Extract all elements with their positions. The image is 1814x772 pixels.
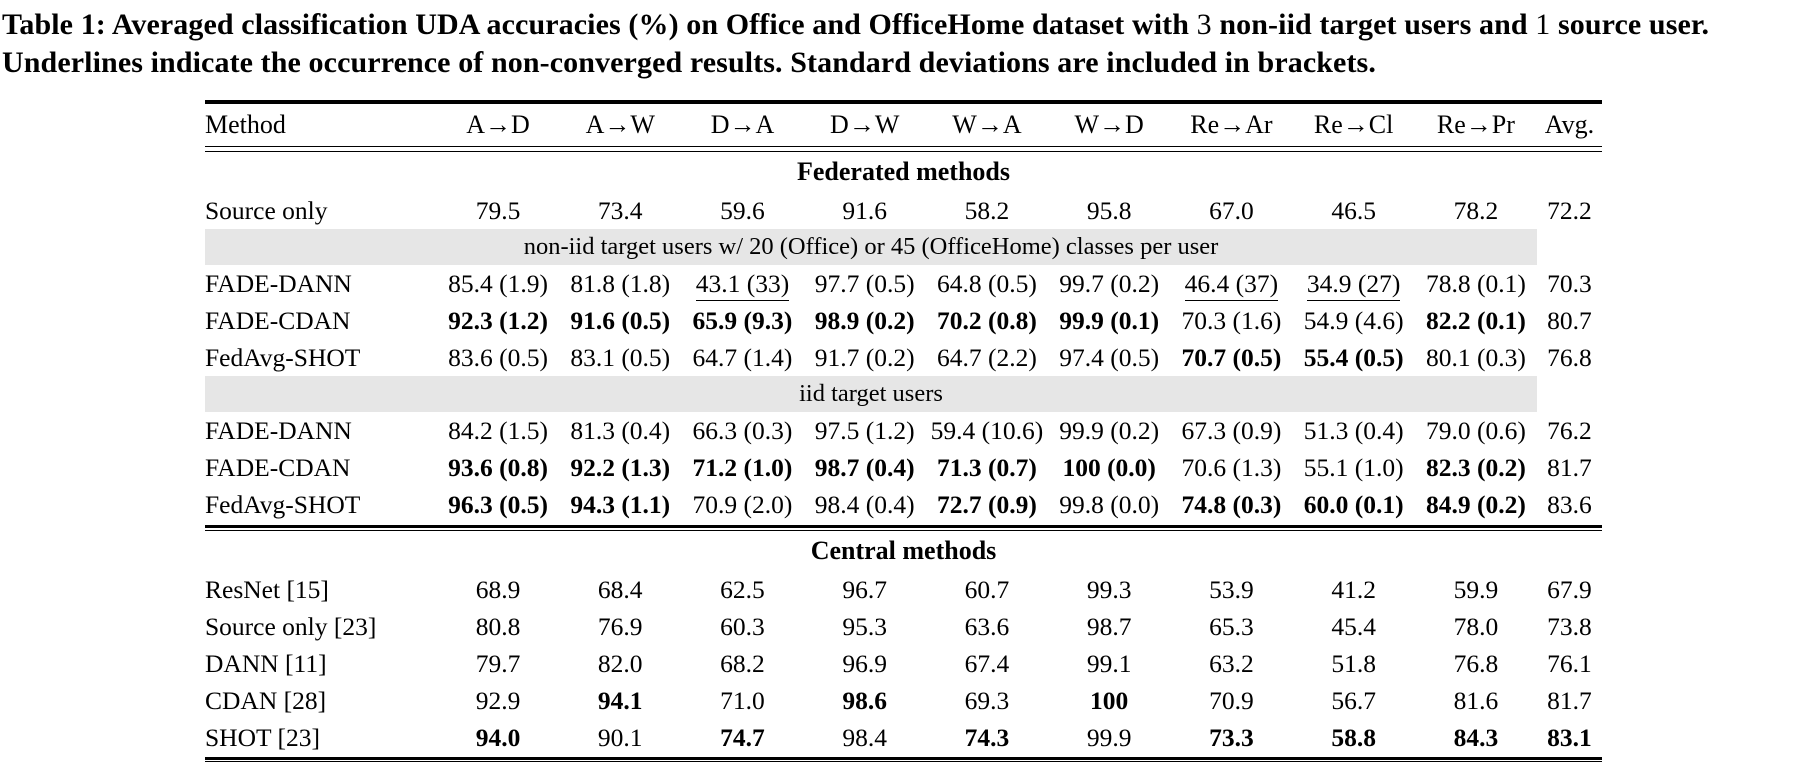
- value-cell: 99.1: [1086, 648, 1132, 678]
- avg-cell: 67.9: [1547, 574, 1592, 604]
- value-cell: 98.4 (0.4): [814, 489, 915, 519]
- value-cell: 67.3 (0.9): [1181, 415, 1282, 445]
- avg-cell: 80.7: [1547, 305, 1592, 335]
- method-name: FedAvg-SHOT: [205, 342, 361, 372]
- column-header-re-ar: Re→Ar: [1190, 110, 1273, 139]
- value-cell: 78.8 (0.1): [1425, 268, 1526, 298]
- value-cell: 92.9: [475, 685, 521, 715]
- value-cell: 94.0: [475, 722, 521, 752]
- column-header-a-d: A→D: [466, 110, 530, 139]
- value-cell: 64.7 (1.4): [692, 342, 793, 372]
- method-name: Source only: [205, 195, 328, 225]
- table-header-row: [205, 104, 1602, 146]
- value-cell: 92.2 (1.3): [570, 452, 671, 482]
- value-cell: 70.9 (2.0): [692, 489, 793, 519]
- value-cell: 68.2: [720, 648, 765, 678]
- value-cell: 70.6 (1.3): [1181, 452, 1282, 482]
- method-name: FedAvg-SHOT: [205, 489, 361, 519]
- value-cell: 94.3 (1.1): [570, 489, 671, 519]
- value-cell: 67.4: [964, 648, 1010, 678]
- value-cell: 97.5 (1.2): [814, 415, 915, 445]
- value-cell: 71.2 (1.0): [692, 452, 793, 482]
- section-header: Federated methods: [796, 157, 1010, 186]
- value-cell: 85.4 (1.9): [448, 268, 548, 298]
- avg-cell: 76.1: [1547, 648, 1592, 678]
- column-header-a-w: A→W: [585, 110, 655, 139]
- column-header-w-a: W→A: [952, 110, 1022, 139]
- value-cell: 100: [1090, 685, 1129, 715]
- value-cell: 96.7: [842, 574, 888, 604]
- value-cell: 100 (0.0): [1062, 452, 1156, 482]
- value-cell: 96.9: [842, 648, 888, 678]
- value-cell: 84.2 (1.5): [448, 415, 548, 445]
- value-cell: 54.9 (4.6): [1303, 305, 1404, 335]
- column-header-d-a: D→A: [710, 110, 775, 139]
- value-cell: [681, 269, 803, 299]
- value-cell: [1170, 269, 1292, 299]
- column-header-method: Method: [205, 110, 286, 139]
- subheader-band: iid target users: [205, 376, 1537, 412]
- value-cell: 72.7 (0.9): [937, 489, 1037, 519]
- value-cell: 98.7 (0.4): [814, 452, 915, 482]
- column-header-w-d: W→D: [1074, 110, 1144, 139]
- subheader-row: [205, 229, 1602, 265]
- value-cell: 60.7: [964, 574, 1010, 604]
- table-row: [205, 719, 1602, 756]
- value-cell: 74.3: [964, 722, 1010, 752]
- value-cell: 60.0 (0.1): [1303, 489, 1404, 519]
- value-cell: 92.3 (1.2): [448, 305, 548, 335]
- caption-segment: source user. Underlines indicate the occurrence of non-converged results. Standard deviations are included in brackets.: [2, 8, 1710, 79]
- value-cell: 98.9 (0.2): [814, 305, 915, 335]
- method-name: Source only [23]: [205, 611, 377, 641]
- value-cell: 51.3 (0.4): [1303, 415, 1404, 445]
- table-row: [205, 339, 1602, 376]
- value-cell: 59.6: [720, 195, 765, 225]
- value-cell: 62.5: [720, 574, 765, 604]
- value-cell: 83.1 (0.5): [570, 342, 671, 372]
- avg-cell: 83.1: [1547, 722, 1592, 752]
- value-cell: 58.8: [1331, 722, 1376, 752]
- value-cell: 91.7 (0.2): [814, 342, 915, 372]
- value-cell: 63.2: [1209, 648, 1254, 678]
- value-cell: 65.9 (9.3): [692, 305, 793, 335]
- value-cell: 79.5: [475, 195, 521, 225]
- value-cell: 91.6: [842, 195, 888, 225]
- method-name: CDAN [28]: [205, 685, 327, 715]
- value-cell: 93.6 (0.8): [448, 452, 548, 482]
- value-cell: 99.9: [1086, 722, 1132, 752]
- caption-segment: 3: [1196, 8, 1212, 41]
- table-bottom-rule: [205, 757, 1602, 762]
- value-cell: 66.3 (0.3): [692, 415, 793, 445]
- value-cell: 64.8 (0.5): [937, 268, 1037, 298]
- value-cell: 74.8 (0.3): [1181, 489, 1282, 519]
- underlined-value: 43.1 (33): [696, 269, 789, 301]
- value-cell: 99.8 (0.0): [1059, 489, 1160, 519]
- value-cell: 68.9: [475, 574, 521, 604]
- value-cell: 67.0: [1209, 195, 1254, 225]
- value-cell: 90.1: [597, 722, 643, 752]
- value-cell: 73.3: [1209, 722, 1254, 752]
- method-name: SHOT [23]: [205, 722, 320, 752]
- avg-cell: 76.8: [1547, 342, 1592, 372]
- avg-cell: 76.2: [1547, 415, 1592, 445]
- table-row: [205, 302, 1602, 339]
- value-cell: 70.2 (0.8): [937, 305, 1037, 335]
- caption-segment: non-iid target users and: [1211, 8, 1536, 41]
- table-row: [205, 192, 1602, 229]
- value-cell: 84.3: [1453, 722, 1499, 752]
- value-cell: 95.3: [842, 611, 888, 641]
- value-cell: 70.7 (0.5): [1181, 342, 1282, 372]
- avg-cell: 70.3: [1547, 268, 1592, 298]
- value-cell: 73.4: [597, 195, 643, 225]
- value-cell: 80.8: [475, 611, 521, 641]
- subheader-row: [205, 376, 1602, 412]
- column-header-re-pr: Re→Pr: [1436, 110, 1515, 139]
- method-name: FADE-DANN: [205, 268, 352, 298]
- column-header-avg: Avg.: [1544, 110, 1595, 139]
- value-cell: 81.8 (1.8): [570, 268, 671, 298]
- value-cell: 94.1: [597, 685, 643, 715]
- subheader-band: non-iid target users w/ 20 (Office) or 45 (OfficeHome) classes per user: [205, 229, 1537, 265]
- table-row: [205, 265, 1602, 302]
- avg-cell: 73.8: [1547, 611, 1592, 641]
- value-cell: 99.3: [1086, 574, 1132, 604]
- value-cell: 99.9 (0.1): [1059, 305, 1160, 335]
- value-cell: 63.6: [964, 611, 1010, 641]
- value-cell: 82.0: [597, 648, 643, 678]
- value-cell: 97.4 (0.5): [1059, 342, 1160, 372]
- value-cell: 96.3 (0.5): [448, 489, 548, 519]
- value-cell: 84.9 (0.2): [1425, 489, 1526, 519]
- value-cell: 68.4: [597, 574, 643, 604]
- avg-cell: 81.7: [1547, 685, 1592, 715]
- value-cell: 80.1 (0.3): [1425, 342, 1526, 372]
- underlined-value: 46.4 (37): [1185, 269, 1278, 301]
- value-cell: 60.3: [720, 611, 765, 641]
- value-cell: 81.3 (0.4): [570, 415, 671, 445]
- results-table: [205, 100, 1602, 762]
- table-row: [205, 571, 1602, 608]
- value-cell: 82.2 (0.1): [1425, 305, 1526, 335]
- value-cell: 69.3: [964, 685, 1010, 715]
- value-cell: 82.3 (0.2): [1425, 452, 1526, 482]
- table-caption: [0, 0, 1814, 90]
- value-cell: 55.4 (0.5): [1303, 342, 1404, 372]
- value-cell: 78.2: [1453, 195, 1499, 225]
- avg-cell: 81.7: [1547, 452, 1592, 482]
- value-cell: 55.1 (1.0): [1303, 452, 1404, 482]
- value-cell: 99.7 (0.2): [1059, 268, 1160, 298]
- value-cell: 64.7 (2.2): [937, 342, 1037, 372]
- value-cell: 79.7: [475, 648, 521, 678]
- value-cell: 76.8: [1453, 648, 1499, 678]
- value-cell: 74.7: [720, 722, 765, 752]
- value-cell: 65.3: [1209, 611, 1254, 641]
- value-cell: 53.9: [1209, 574, 1254, 604]
- value-cell: 95.8: [1086, 195, 1132, 225]
- value-cell: 91.6 (0.5): [570, 305, 671, 335]
- value-cell: 98.4: [842, 722, 888, 752]
- value-cell: 81.6: [1453, 685, 1499, 715]
- underlined-value: 34.9 (27): [1307, 269, 1400, 301]
- value-cell: 41.2: [1331, 574, 1376, 604]
- value-cell: 98.7: [1086, 611, 1132, 641]
- method-name: ResNet [15]: [205, 574, 329, 604]
- value-cell: 71.3 (0.7): [937, 452, 1037, 482]
- column-header-d-w: D→W: [830, 110, 900, 139]
- value-cell: 51.8: [1331, 648, 1376, 678]
- caption-segment: Table 1: Averaged classification UDA accuracies (%) on Office and OfficeHome dataset with: [2, 8, 1197, 41]
- table-row: [205, 682, 1602, 719]
- method-name: FADE-DANN: [205, 415, 352, 445]
- section-header: Central methods: [810, 536, 997, 565]
- value-cell: 83.6 (0.5): [448, 342, 548, 372]
- table-row: [205, 412, 1602, 449]
- value-cell: 46.5: [1331, 195, 1376, 225]
- value-cell: 56.7: [1331, 685, 1376, 715]
- value-cell: 59.9: [1453, 574, 1499, 604]
- value-cell: 70.9: [1209, 685, 1254, 715]
- table-row: [205, 645, 1602, 682]
- table-row: [205, 486, 1602, 523]
- method-name: FADE-CDAN: [205, 452, 351, 482]
- table-row: [205, 449, 1602, 486]
- value-cell: 59.4 (10.6): [930, 415, 1044, 445]
- value-cell: 70.3 (1.6): [1181, 305, 1282, 335]
- avg-cell: 72.2: [1547, 195, 1592, 225]
- table-body: [205, 152, 1602, 756]
- value-cell: 78.0: [1453, 611, 1499, 641]
- avg-cell: 83.6: [1547, 489, 1592, 519]
- value-cell: 99.9 (0.2): [1059, 415, 1160, 445]
- value-cell: 45.4: [1331, 611, 1376, 641]
- column-header-re-cl: Re→Cl: [1313, 110, 1394, 139]
- method-name: DANN [11]: [205, 648, 327, 678]
- caption-segment: 1: [1535, 8, 1551, 41]
- value-cell: 79.0 (0.6): [1425, 415, 1526, 445]
- value-cell: [1293, 269, 1415, 299]
- method-name: FADE-CDAN: [205, 305, 351, 335]
- value-cell: 58.2: [964, 195, 1010, 225]
- value-cell: 97.7 (0.5): [814, 268, 915, 298]
- value-cell: 98.6: [842, 685, 888, 715]
- table-row: [205, 608, 1602, 645]
- value-cell: 76.9: [597, 611, 643, 641]
- value-cell: 71.0: [720, 685, 765, 715]
